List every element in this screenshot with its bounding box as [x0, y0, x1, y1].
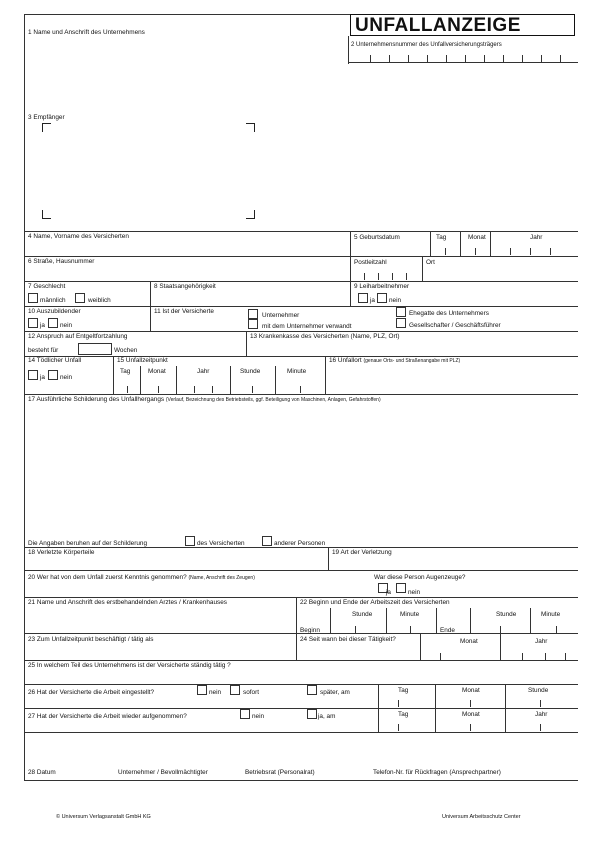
label-tag: Tag: [436, 234, 447, 241]
rule: [24, 231, 578, 232]
checkbox-aufgenommen-ja[interactable]: [307, 709, 317, 719]
checkbox-augenzeuge-nein[interactable]: [396, 583, 406, 593]
rule: [24, 780, 578, 781]
field-label-ist-versicherte: 11 Ist der Versicherte: [154, 308, 214, 315]
label-nein: nein: [60, 322, 73, 329]
rule: [24, 281, 578, 282]
rule: [460, 231, 461, 256]
rule: [24, 331, 578, 332]
digit-tick: [364, 273, 365, 280]
rule: [24, 570, 578, 571]
rule: [24, 394, 578, 395]
rule: [24, 356, 578, 357]
field-label-unternehmensteil: 25 In welchem Teil des Unternehmens ist der Versicherte ständig tätig ?: [28, 662, 231, 669]
digit-tick: [389, 55, 390, 62]
checkbox-verwandt[interactable]: [248, 319, 258, 329]
digit-tick: [470, 724, 471, 731]
field-label-taetig-als: 23 Zum Unfallzeitpunkt beschäftigt / tätig als: [28, 636, 154, 643]
digit-tick: [427, 55, 428, 62]
label-weiblich: weiblich: [88, 297, 111, 304]
digit-tick: [158, 386, 159, 393]
kenntnis-hint: (Name, Anschrift des Zeugen): [188, 575, 255, 581]
field-label-auszubildender: 10 Auszubildender: [28, 308, 81, 315]
rule: [436, 608, 437, 633]
field-label-datum: 28 Datum: [28, 769, 56, 776]
rule: [176, 366, 177, 394]
label-nein: nein: [408, 589, 421, 596]
label-jahr: Jahr: [535, 638, 548, 645]
rule: [505, 684, 506, 708]
rule: [246, 331, 247, 356]
field-label-unfallzeitpunkt: 15 Unfallzeitpunkt: [117, 357, 168, 364]
rule: [296, 597, 297, 660]
field-label-arbeit-aufgenommen: 27 Hat der Versicherte die Arbeit wieder aufgenommen?: [28, 713, 187, 720]
label-jahr: Jahr: [197, 368, 210, 375]
label-versicherten: des Versicherten: [197, 540, 245, 547]
field-label-ort: Ort: [426, 259, 435, 266]
rule: [24, 684, 578, 685]
label-jahr: Jahr: [530, 234, 543, 241]
checkbox-leih-ja[interactable]: [358, 293, 368, 303]
rule: [386, 608, 387, 633]
digit-tick: [556, 626, 557, 633]
digit-tick: [212, 386, 213, 393]
digit-tick: [470, 700, 471, 707]
schilderung-hint: (Verlauf, Bezeichnung des Betriebsteils, ggf. Beteiligung von Maschinen, Anlagen, Gefahrstoffen): [165, 397, 381, 403]
address-corner: [246, 123, 255, 132]
digit-tick: [541, 55, 542, 62]
checkbox-unternehmer[interactable]: [248, 309, 258, 319]
digit-tick: [252, 386, 253, 393]
digit-tick: [530, 248, 531, 255]
digit-tick: [565, 653, 566, 660]
digit-tick: [392, 273, 393, 280]
field-label-plz: Postleitzahl: [354, 259, 387, 266]
checkbox-aufgenommen-nein[interactable]: [240, 709, 250, 719]
field-label-leiharbeitnehmer: 9 Leiharbeitnehmer: [354, 283, 410, 290]
digit-tick: [355, 626, 356, 633]
rule: [328, 547, 329, 570]
label-stunde: Stunde: [496, 611, 517, 618]
field-label-unternehmer-bev: Unternehmer / Bevollmächtigter: [118, 769, 208, 776]
digit-tick: [300, 386, 301, 393]
footer-copyright: © Universum Verlagsanstalt GmbH KG: [56, 814, 151, 820]
unfallort-label: 16 Unfallort: [329, 357, 362, 364]
rule: [348, 36, 349, 64]
checkbox-ehegatte[interactable]: [396, 307, 406, 317]
label-anderer: anderer Personen: [274, 540, 326, 547]
field-label-unternehmen: 1 Name und Anschrift des Unternehmens: [28, 29, 145, 36]
rule: [140, 366, 141, 394]
label-nein: nein: [252, 713, 265, 720]
checkbox-azubi-ja[interactable]: [28, 318, 38, 328]
field-label-entgeltfortzahlung: 12 Anspruch auf Entgeltfortzahlung: [28, 333, 128, 340]
rule: [420, 633, 421, 660]
digit-tick: [510, 248, 511, 255]
rule: [24, 256, 578, 257]
field-label-unfallort: [329, 357, 460, 365]
left-border: [24, 14, 25, 780]
rule: [330, 608, 331, 633]
digit-tick: [522, 55, 523, 62]
digit-tick: [370, 55, 371, 62]
label-stunde: Stunde: [528, 687, 549, 694]
checkbox-azubi-nein[interactable]: [48, 318, 58, 328]
field-label-strasse: 6 Straße, Hausnummer: [28, 258, 95, 265]
digit-tick: [440, 653, 441, 660]
address-corner: [42, 210, 51, 219]
field-label-schilderung: [28, 396, 381, 404]
rule: [350, 281, 351, 306]
label-nein: nein: [60, 374, 73, 381]
rule: [24, 306, 578, 307]
footer-publisher: Universum Arbeitsschutz Center: [442, 814, 521, 820]
label-ende: Ende: [440, 627, 455, 634]
digit-tick: [445, 248, 446, 255]
label-jahr: Jahr: [535, 711, 548, 718]
field-label-toedlich: 14 Tödlicher Unfall: [28, 357, 82, 364]
digit-tick: [408, 55, 409, 62]
label-nein: nein: [389, 297, 402, 304]
field-label-krankenkasse: 13 Krankenkasse des Versicherten (Name, PLZ, Ort): [250, 333, 400, 340]
field-label-verletzung: 19 Art der Verletzung: [332, 549, 392, 556]
field-label-geschlecht: 7 Geschlecht: [28, 283, 66, 290]
checkbox-eingestellt-spaeter[interactable]: [307, 685, 317, 695]
rule: [422, 256, 423, 281]
rule: [348, 62, 578, 63]
rule: [500, 633, 501, 660]
label-beginn: Beginn: [300, 627, 320, 634]
rule: [24, 14, 350, 15]
digit-tick: [503, 55, 504, 62]
label-monat: Monat: [148, 368, 166, 375]
rule: [24, 547, 578, 548]
label-maennlich: männlich: [40, 297, 66, 304]
digit-tick: [398, 724, 399, 731]
digit-tick: [484, 55, 485, 62]
field-label-arbeit-eingestellt: 26 Hat der Versicherte die Arbeit eingestellt?: [28, 689, 155, 696]
rule: [24, 660, 578, 661]
checkbox-eingestellt-sofort[interactable]: [230, 685, 240, 695]
rule: [230, 366, 231, 394]
digit-tick: [500, 626, 501, 633]
label-minute: Minute: [541, 611, 561, 618]
label-monat: Monat: [460, 638, 478, 645]
label-unternehmer: Unternehmer: [262, 312, 300, 319]
checkbox-toedlich-nein[interactable]: [48, 370, 58, 380]
checkbox-schilderung-andere[interactable]: [262, 536, 272, 546]
kenntnis-label: 20 Wer hat von dem Unfall zuerst Kenntnis genommen?: [28, 574, 187, 581]
checkbox-leih-nein[interactable]: [377, 293, 387, 303]
digit-tick: [465, 55, 466, 62]
label-tag: Tag: [120, 368, 131, 375]
digit-tick: [378, 273, 379, 280]
rule: [430, 231, 431, 256]
rule: [505, 708, 506, 732]
rule: [435, 684, 436, 708]
field-label-empfaenger: 3 Empfänger: [28, 114, 65, 121]
rule: [490, 231, 491, 256]
checkbox-weiblich[interactable]: [75, 293, 85, 303]
rule: [275, 366, 276, 394]
label-monat: Monat: [462, 711, 480, 718]
unfallort-hint: (genaue Orts- und Straßenangabe mit PLZ): [363, 358, 461, 364]
label-verwandt: mit dem Unternehmer verwandt: [262, 323, 352, 330]
label-sofort: sofort: [243, 689, 259, 696]
label-nein: nein: [209, 689, 222, 696]
digit-tick: [522, 653, 523, 660]
rule: [24, 597, 578, 598]
label-gesellschafter: Gesellschafter / Geschäftsführer: [409, 322, 501, 329]
label-wochen: Wochen: [114, 347, 138, 354]
field-label-name: 4 Name, Vorname des Versicherten: [28, 233, 129, 240]
digit-tick: [398, 700, 399, 707]
digit-tick: [406, 273, 407, 280]
label-ja: ja: [370, 297, 375, 304]
label-tag: Tag: [398, 711, 409, 718]
label-tag: Tag: [398, 687, 409, 694]
label-ja: ja: [40, 322, 45, 329]
checkbox-schilderung-versicherter[interactable]: [185, 536, 195, 546]
input-wochen[interactable]: [78, 343, 112, 355]
checkbox-maennlich[interactable]: [28, 293, 38, 303]
field-label-unternehmensnummer: 2 Unternehmensnummer des Unfallversicherungsträgers: [351, 42, 502, 48]
checkbox-gesellschafter[interactable]: [396, 318, 406, 328]
label-angaben: Die Angaben beruhen auf der Schilderung: [28, 540, 148, 547]
digit-tick: [545, 653, 546, 660]
checkbox-eingestellt-nein[interactable]: [197, 685, 207, 695]
address-corner: [246, 210, 255, 219]
form-title: UNFALLANZEIGE: [350, 14, 575, 36]
field-label-arbeitszeit: 22 Beginn und Ende der Arbeitszeit des Versicherten: [300, 599, 450, 606]
rule: [378, 684, 379, 708]
field-label-arzt: 21 Name und Anschrift des erstbehandelnden Arztes / Krankenhauses: [28, 599, 227, 606]
field-label-augenzeuge: War diese Person Augenzeuge?: [374, 574, 466, 581]
field-label-seit-wann: 24 Seit wann bei dieser Tätigkeit?: [300, 636, 396, 643]
label-monat: Monat: [462, 687, 480, 694]
label-minute: Minute: [287, 368, 307, 375]
digit-tick: [550, 248, 551, 255]
digit-tick: [475, 248, 476, 255]
field-label-geburtsdatum: 5 Geburtsdatum: [354, 234, 400, 241]
field-label-telefon: Telefon-Nr. für Rückfragen (Ansprechpartner): [373, 769, 501, 776]
rule: [378, 708, 379, 732]
rule: [530, 608, 531, 633]
label-stunde: Stunde: [240, 368, 261, 375]
schilderung-label: 17 Ausführliche Schilderung des Unfallhergangs: [28, 396, 165, 403]
field-label-betriebsrat: Betriebsrat (Personalrat): [245, 769, 315, 776]
rule: [24, 708, 578, 709]
digit-tick: [410, 626, 411, 633]
digit-tick: [194, 386, 195, 393]
label-ja: ja: [40, 374, 45, 381]
field-label-staatsangehoerigkeit: 8 Staatsangehörigkeit: [154, 283, 216, 290]
field-label-kenntnis: [28, 574, 255, 582]
rule: [435, 708, 436, 732]
rule: [470, 608, 471, 633]
digit-tick: [540, 724, 541, 731]
label-besteht-fuer: besteht für: [28, 347, 59, 354]
checkbox-toedlich-ja[interactable]: [28, 370, 38, 380]
label-minute: Minute: [400, 611, 420, 618]
label-stunde: Stunde: [352, 611, 373, 618]
rule: [24, 732, 578, 733]
label-ja: ja: [386, 589, 391, 596]
label-monat: Monat: [468, 234, 486, 241]
digit-tick: [540, 700, 541, 707]
label-ehegatte: Ehegatte des Unternehmers: [409, 310, 489, 317]
rule: [113, 356, 114, 394]
label-spaeter: später, am: [320, 689, 350, 696]
rule: [325, 356, 326, 394]
field-label-koerperteile: 18 Verletzte Körperteile: [28, 549, 95, 556]
digit-tick: [560, 55, 561, 62]
label-ja-am: ja, am: [318, 713, 336, 720]
rule: [24, 633, 578, 634]
digit-tick: [127, 386, 128, 393]
address-corner: [42, 123, 51, 132]
digit-tick: [446, 55, 447, 62]
